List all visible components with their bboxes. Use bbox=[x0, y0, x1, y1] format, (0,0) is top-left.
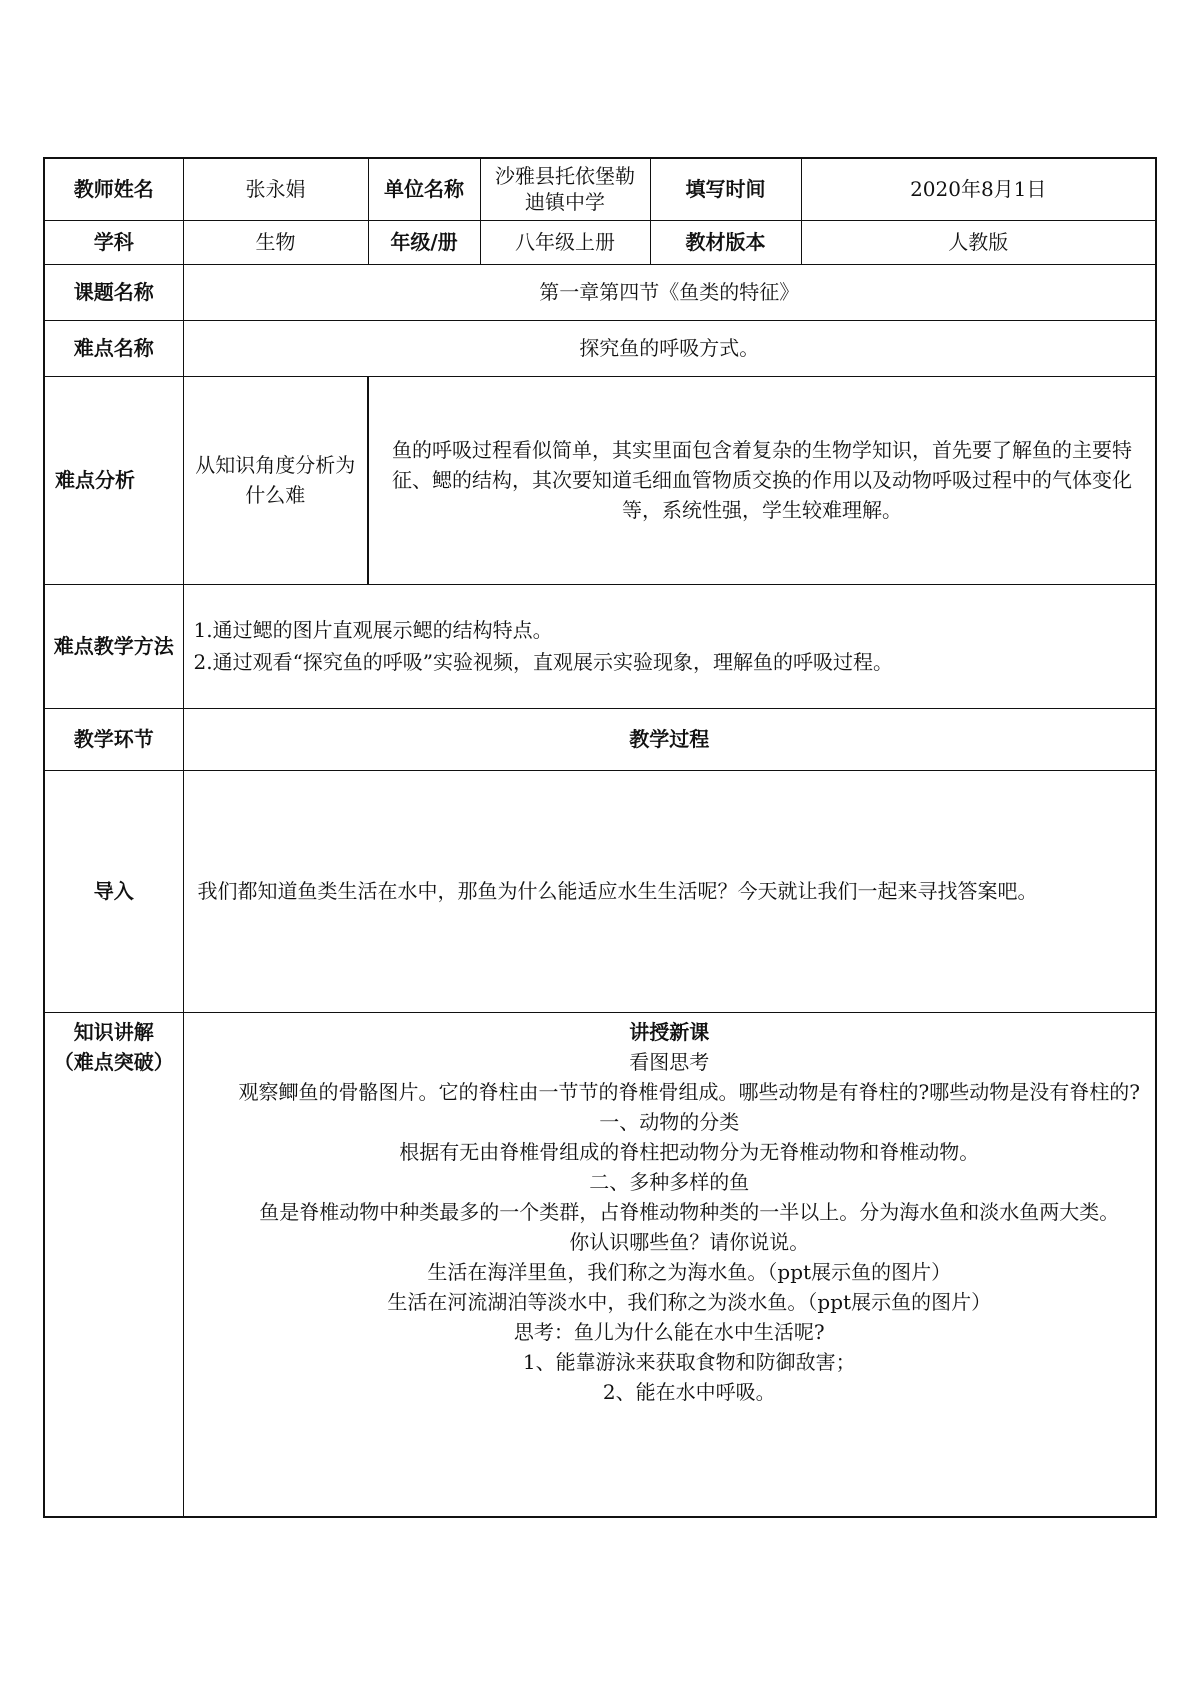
process-header-value: 教学过程 bbox=[183, 708, 1156, 770]
knowledge-content bbox=[183, 1012, 1156, 1517]
subject-label: 学科 bbox=[44, 220, 183, 264]
knowledge-line: 生活在河流湖泊等淡水中，我们称之为淡水鱼。（ppt展示鱼的图片） bbox=[387, 1289, 992, 1314]
knowledge-line: 你认识哪些鱼？请你说说。 bbox=[569, 1229, 810, 1254]
knowledge-line: 二、多种多样的鱼 bbox=[589, 1169, 750, 1194]
fill-date-value: 2020年8月1日 bbox=[801, 158, 1156, 220]
subject-value: 生物 bbox=[183, 220, 368, 264]
fill-date-label: 填写时间 bbox=[650, 158, 801, 220]
knowledge-line: 观察鲫鱼的骨骼图片。它的脊柱由一节节的脊椎骨组成。哪些动物是有脊柱的?哪些动物是没有脊柱的? bbox=[238, 1079, 1140, 1104]
knowledge-line: 1、能靠游泳来获取食物和防御敌害； bbox=[522, 1349, 856, 1374]
teacher-name-value: 张永娟 bbox=[183, 158, 368, 220]
knowledge-label bbox=[44, 1012, 183, 1517]
method-item-2: 2.通过观看“探究鱼的呼吸”实验视频，直观展示实验现象，理解鱼的呼吸过程。 bbox=[193, 650, 894, 674]
grade-value: 八年级上册 bbox=[480, 220, 650, 264]
topic-value: 第一章第四节《鱼类的特征》 bbox=[183, 264, 1156, 320]
knowledge-line: 2、能在水中呼吸。 bbox=[602, 1379, 776, 1404]
analysis-sub-label: 从知识角度分析为什么难 bbox=[183, 376, 368, 584]
analysis-label: 难点分析 bbox=[44, 376, 183, 584]
knowledge-label-line2: （难点突破） bbox=[53, 1049, 174, 1074]
edition-label: 教材版本 bbox=[650, 220, 801, 264]
knowledge-line: 根据有无由脊椎骨组成的脊柱把动物分为无脊椎动物和脊椎动物。 bbox=[399, 1139, 980, 1164]
lesson-plan-document bbox=[43, 157, 1155, 1518]
knowledge-line: 看图思考 bbox=[629, 1049, 710, 1074]
edition-value: 人教版 bbox=[801, 220, 1156, 264]
intro-text: 我们都知道鱼类生活在水中，那鱼为什么能适应水生生活呢？今天就让我们一起来寻找答案吧。 bbox=[183, 770, 1156, 1012]
process-stage-label: 教学环节 bbox=[44, 708, 183, 770]
difficulty-value: 探究鱼的呼吸方式。 bbox=[183, 320, 1156, 376]
difficulty-label: 难点名称 bbox=[44, 320, 183, 376]
analysis-text: 鱼的呼吸过程看似简单，其实里面包含着复杂的生物学知识，首先要了解鱼的主要特征、鳃的结构，其次要知道毛细血管物质交换的作用以及动物呼吸过程中的气体变化等，系统性强，学生较难理解。 bbox=[368, 376, 1156, 584]
knowledge-line: 鱼是脊椎动物中种类最多的一个类群，占脊椎动物种类的一半以上。分为海水鱼和淡水鱼两大类。 bbox=[259, 1199, 1120, 1224]
teacher-name-label: 教师姓名 bbox=[44, 158, 183, 220]
method-item-1: 1.通过鳃的图片直观展示鳃的结构特点。 bbox=[193, 618, 553, 642]
method-label: 难点教学方法 bbox=[44, 584, 183, 708]
unit-name-value: 沙雅县托依堡勒迪镇中学 bbox=[480, 158, 650, 220]
lesson-plan-table bbox=[43, 157, 1157, 1518]
knowledge-line: 生活在海洋里鱼，我们称之为海水鱼。（ppt展示鱼的图片） bbox=[427, 1259, 952, 1284]
intro-label: 导入 bbox=[44, 770, 183, 1012]
unit-name-label: 单位名称 bbox=[368, 158, 480, 220]
knowledge-line: 思考：鱼儿为什么能在水中生活呢? bbox=[513, 1319, 825, 1344]
method-list bbox=[183, 584, 1156, 708]
knowledge-line: 讲授新课 bbox=[629, 1019, 710, 1044]
knowledge-line: 一、动物的分类 bbox=[599, 1109, 740, 1134]
topic-label: 课题名称 bbox=[44, 264, 183, 320]
knowledge-label-line1: 知识讲解 bbox=[73, 1019, 154, 1044]
grade-label: 年级/册 bbox=[368, 220, 480, 264]
